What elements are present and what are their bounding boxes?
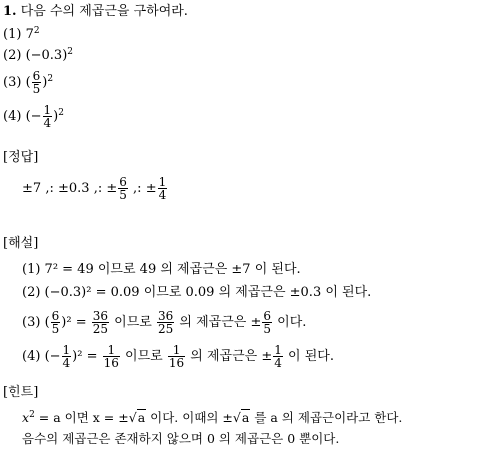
- solution-line-1: (1) 7² = 49 이므로 49 의 제곱근은 ±7 이 된다.: [22, 262, 301, 277]
- fraction: $\frac{6}{5}$: [119, 175, 127, 202]
- hint-heading: [힌트]: [3, 385, 39, 400]
- question-title: [3, 4, 188, 20]
- sqrt-sign: √: [128, 410, 137, 425]
- solution-line-4: (4) (− $\frac{1}{4}$ )² = $\frac{1}{16}$ 이므로 $\frac{1}{16}$ 의 제곱근은 ± $\frac{1}{4}$ 이 된다.: [22, 343, 334, 370]
- fraction: $\frac{6}{5}$: [32, 69, 41, 96]
- solution-line-3: (3) ( $\frac{6}{5}$ )² = $\frac{36}{25}$ 이므로 $\frac{36}{25}$ 의 제곱근은 ± $\frac{6}{5}$ 이다.: [22, 309, 307, 336]
- fraction: $\frac{1}{4}$: [158, 175, 167, 202]
- fraction: $\frac{1}{16}$: [168, 343, 185, 370]
- solution-heading: [해설]: [3, 236, 39, 251]
- fraction: $\frac{1}{4}$: [43, 103, 52, 130]
- fraction: $\frac{36}{25}$: [157, 309, 174, 336]
- solution-line-2: (2) (−0.3)² = 0.09 이므로 0.09 의 제곱근은 ±0.3 이 된다.: [22, 285, 372, 300]
- question-item-3: (3) ( $\frac{6}{5}$ )$^2$: [3, 69, 54, 96]
- sqrt-sign: √: [232, 410, 241, 425]
- fraction: $\frac{6}{5}$: [263, 309, 271, 336]
- hint-line-2: 음수의 제곱근은 존재하지 않으며 0 의 제곱근은 0 뿐이다.: [22, 431, 340, 446]
- question-item-1: (1) $7^2$: [3, 26, 40, 42]
- answer-heading: [정답]: [3, 150, 39, 165]
- fraction: $\frac{1}{4}$: [62, 343, 71, 370]
- question-item-2: (2) $(-0.3)^2$: [3, 47, 74, 63]
- answer-line: ±7 ,: ±0.3 ,: ± $\frac{6}{5}$ ,: ± $\frac{1}{4}$: [22, 175, 167, 202]
- hint-line-1: $x^2 = a$ 이면 x = ±√a 이다. 이때의 ±√a 를 a 의 제곱근이라고 한다.: [22, 410, 403, 425]
- fraction: $\frac{6}{5}$: [51, 309, 60, 336]
- question-number: 1.: [3, 4, 17, 19]
- question-text: 다음 수의 제곱근을 구하여라.: [20, 4, 188, 19]
- fraction: $\frac{36}{25}$: [92, 309, 109, 336]
- fraction: $\frac{1}{16}$: [103, 343, 119, 370]
- fraction: $\frac{1}{4}$: [274, 343, 282, 370]
- question-item-4: (4) (− $\frac{1}{4}$ )$^2$: [3, 103, 64, 130]
